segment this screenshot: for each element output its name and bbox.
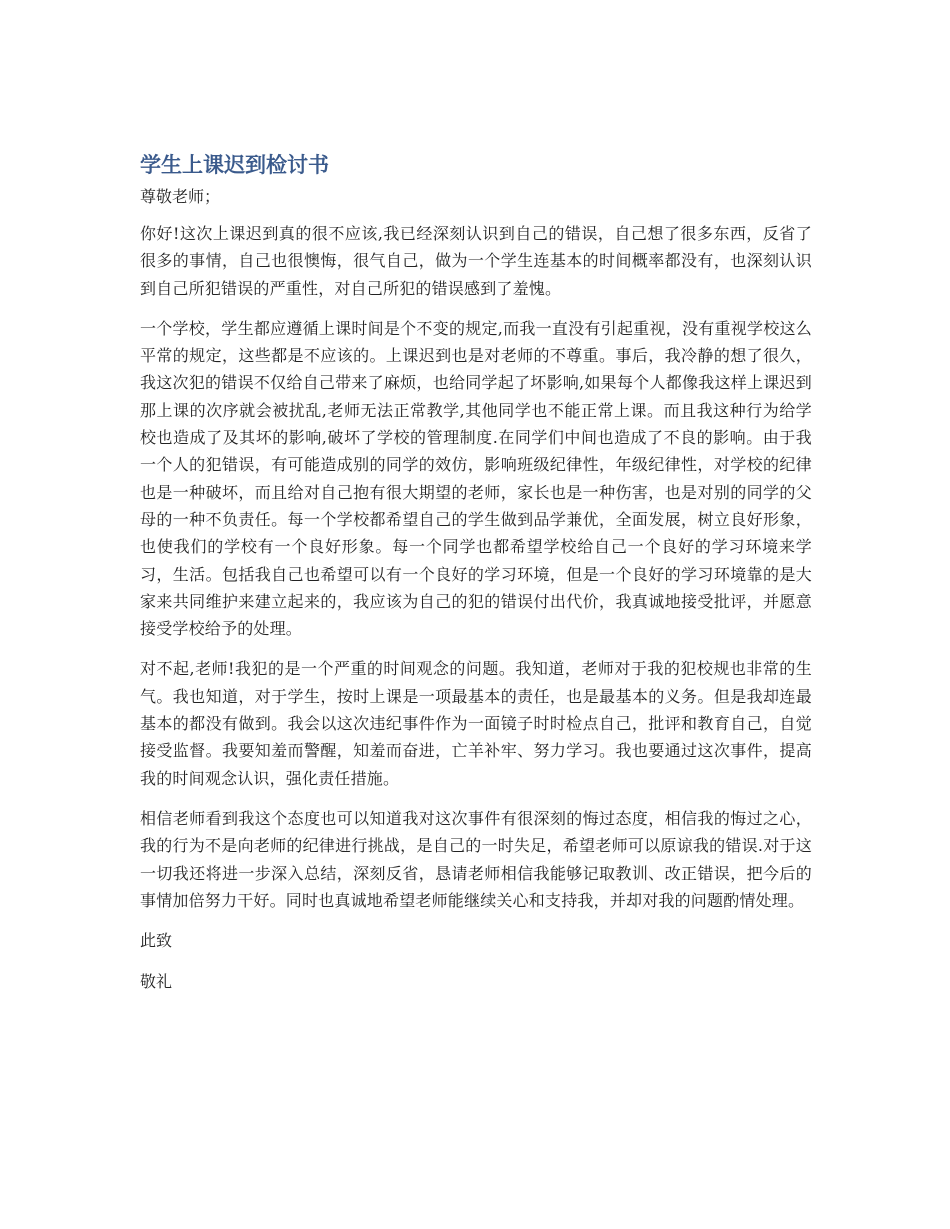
paragraph-2: 一个学校，学生都应遵循上课时间是个不变的规定,而我一直没有引起重视，没有重视学校这么平常的规定，这些都是不应该的。上课迟到也是对老师的不尊重。事后，我冷静的想了很久，我这次犯的错误不仅给自己带来了麻烦，也给同学起了坏影响,如果每个人都像我这样上课迟到那上课的次序就会被扰乱,老师无法正常教学,其他同学也不能正常上课。而且我这种行为给学校也造成了及其坏的影响,破坏了学校的管理制度.在同学们中间也造成了不良的影响。由于我一个人的犯错误，有可能造成别的同学的效仿，影响班级纪律性，年级纪律性，对学校的纪律也是一种破坏，而且给对自己抱有很大期望的老师，家长也是一种伤害，也是对别的同学的父母的一种不负责任。每一个学校都希望自己的学生做到品学兼优，全面发展，树立良好形象，也使我们的学校有一个良好形象。每一个同学也都希望学校给自己一个良好的学习环境来学习，生活。包括我自己也希望可以有一个良好的学习环境，但是一个良好的学习环境靠的是大家来共同维护来建立起来的，我应该为自己的犯的错误付出代价，我真诚地接受批评，并愿意接受学校给予的处理。 [140,318,812,639]
document-body [140,150,812,1009]
closing-ci-zhi: 此致 [140,931,173,951]
salutation: 尊敬老师； [140,187,221,206]
document-title: 学生上课迟到检讨书 [140,153,329,177]
closing-jing-li: 敬礼 [140,972,173,992]
paragraph-4: 相信老师看到我这个态度也可以知道我对这次事件有很深刻的悔过态度，相信我的悔过之心，我的行为不是向老师的纪律进行挑战，是自己的一时失足，希望老师可以原谅我的错误.对于这一切我还将进一步深入总结，深刻反省，恳请老师相信我能够记取教训、改正错误，把今后的事情加倍努力干好。同时也真诚地希望老师能继续关心和支持我，并却对我的问题酌情处理。 [140,808,812,910]
paragraph-1: 你好!这次上课迟到真的很不应该,我已经深刻认识到自己的错误，自己想了很多东西，反省了很多的事情，自己也很懊悔，很气自己，做为一个学生连基本的时间概率都没有，也深刻认识到自己所犯错误的严重性，对自己所犯的错误感到了羞愧。 [140,224,812,298]
paragraph-3: 对不起,老师!我犯的是一个严重的时间观念的问题。我知道，老师对于我的犯校规也非常的生气。我也知道，对于学生，按时上课是一项最基本的责任，也是最基本的义务。但是我却连最基本的都没有做到。我会以这次违纪事件作为一面镜子时时检点自己，批评和教育自己，自觉接受监督。我要知羞而警醒，知羞而奋进，亡羊补牢、努力学习。我也要通过这次事件，提高我的时间观念认识，强化责任措施。 [140,659,812,788]
